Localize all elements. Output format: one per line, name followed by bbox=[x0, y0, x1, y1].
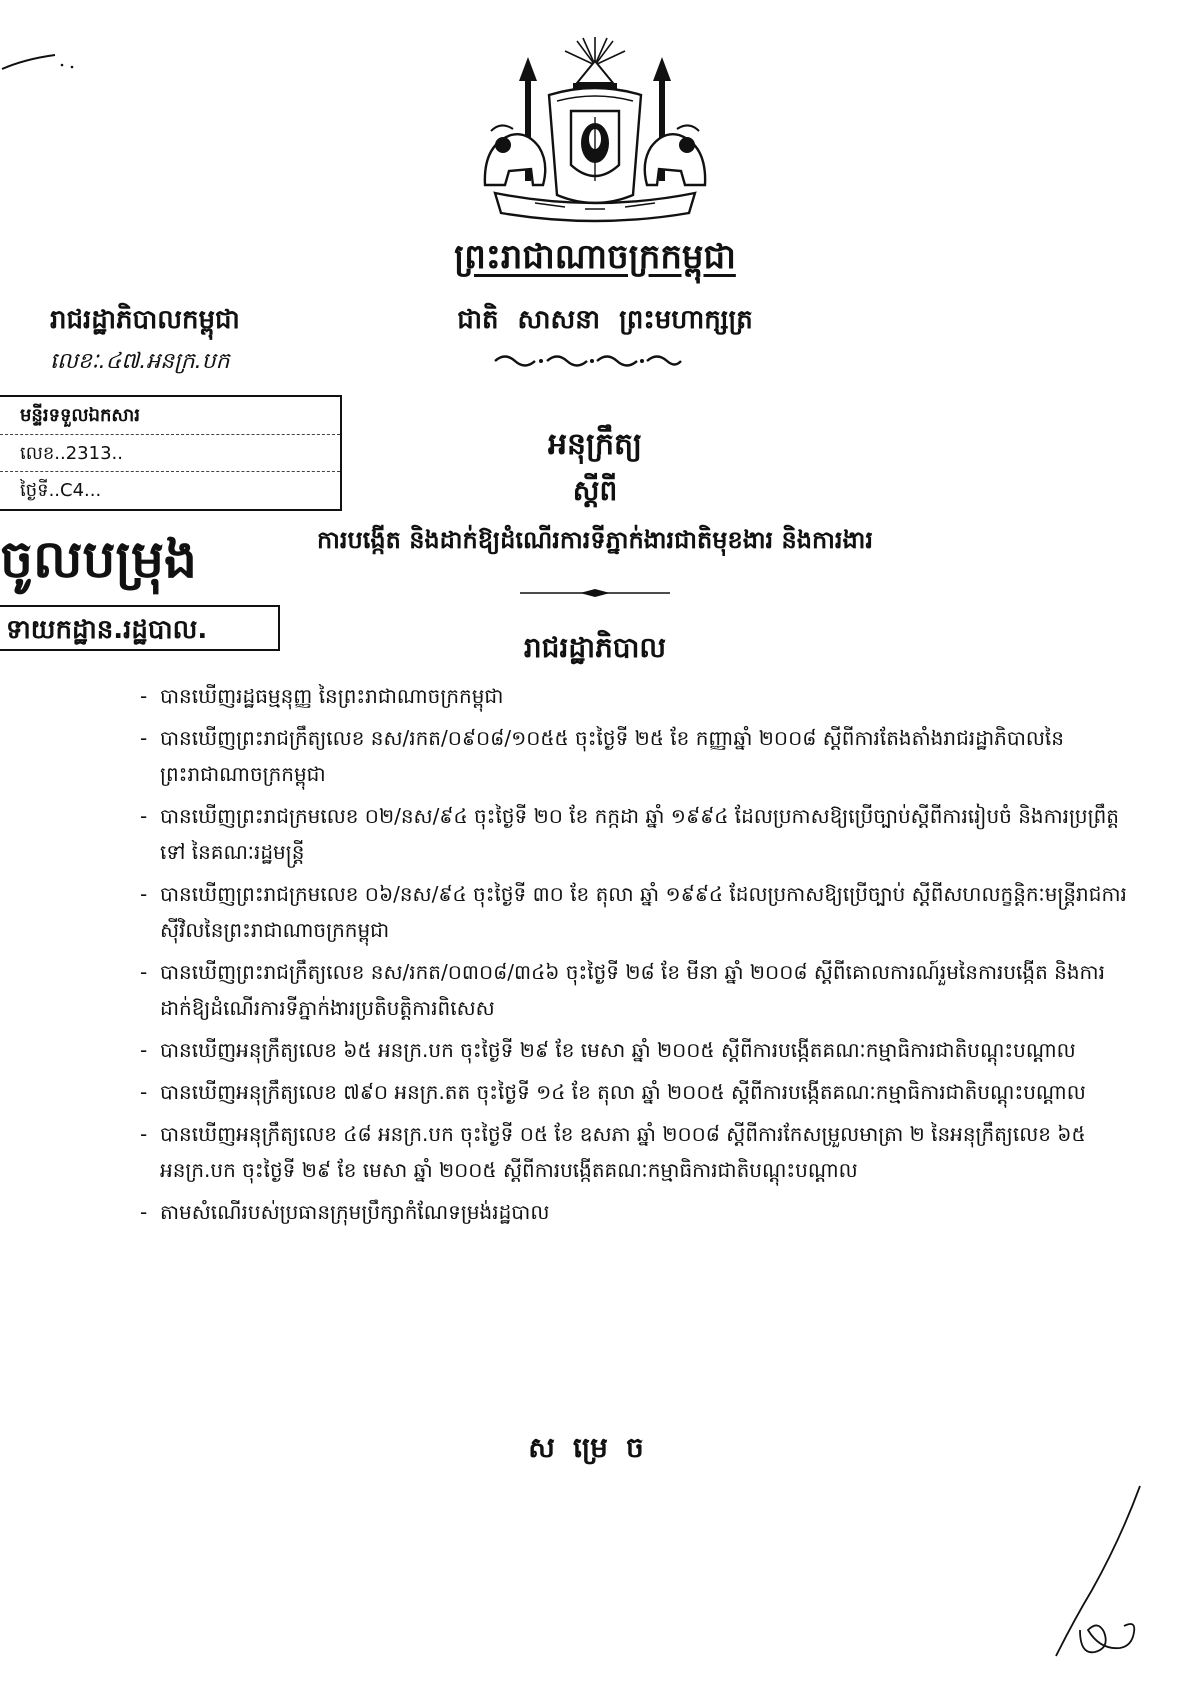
document-subject: ការបង្កើត និងដាក់ឱ្យដំណើរការទីភ្នាក់ងារជាតិមុខងារ និងការងារ bbox=[317, 526, 873, 554]
ornament-divider-icon bbox=[485, 352, 685, 370]
registration-stamp bbox=[0, 395, 342, 511]
section-divider bbox=[520, 588, 670, 598]
issuing-government: រាជរដ្ឋាភិបាលកម្ពុជា bbox=[50, 305, 240, 335]
stamp-number: លេខ..2313.. bbox=[0, 434, 340, 472]
preamble-item: - បានឃើញព្រះរាជក្រមលេខ ០៦/នស/៩៤ ចុះថ្ងៃទី ៣០ ខែ តុលា ឆ្នាំ ១៩៩៤ ដែលប្រកាសឱ្យប្រើច្បាប់ ស្តីពីសហលក្ខន្តិកៈមន្ត្រីរាជការស៊ីវិលនៃព្រះរាជាណាចក្រកម្ពុជា bbox=[140, 876, 1130, 948]
preamble-item: - បានឃើញអនុក្រឹត្យលេខ ៦៥ អនក្រ.បក ចុះថ្ងៃទី ២៩ ខែ មេសា ឆ្នាំ ២០០៥ ស្តីពីការបង្កើតគណៈកម្មាធិការជាតិបណ្តុះបណ្តាល bbox=[140, 1032, 1130, 1068]
preamble-item: - បានឃើញព្រះរាជក្រឹត្យលេខ នស/រកត/០៩០៨/១០៥៥ ចុះថ្ងៃទី ២៥ ខែ កញ្ញាឆ្នាំ ២០០៨ ស្តីពីការតែងតាំងរាជរដ្ឋាភិបាលនៃព្រះរាជាណាចក្រកម្ពុជា bbox=[140, 720, 1130, 792]
office-stamp: ទាយកដ្ឋាន.រដ្ឋបាល. bbox=[0, 605, 280, 651]
reference-number: លេខៈ.៤៧.អនក្រ.បក bbox=[50, 349, 230, 374]
preamble-list bbox=[140, 678, 1130, 1236]
preamble-item: - បានឃើញព្រះរាជក្រមលេខ ០២/នស/៩៤ ចុះថ្ងៃទី ២០ ខែ កក្កដា ឆ្នាំ ១៩៩៤ ដែលប្រកាសឱ្យប្រើច្បាប់ស្តីពីការរៀបចំ និងការប្រព្រឹត្តទៅ នៃគណៈរដ្ឋមន្ត្រី bbox=[140, 798, 1130, 870]
royal-coat-of-arms-icon bbox=[465, 35, 725, 225]
preamble-item: - បានឃើញព្រះរាជក្រឹត្យលេខ នស/រកត/០៣០៨/៣៤៦ ចុះថ្ងៃទី ២៨ ខែ មីនា ឆ្នាំ ២០០៨ ស្តីពីគោលការណ៍រួមនៃការបង្កើត និងការដាក់ឱ្យដំណើរការទីភ្នាក់ងារប្រតិបត្តិការពិសេស bbox=[140, 954, 1130, 1026]
decision-heading: សម្រេច bbox=[528, 1431, 662, 1464]
preamble-item: - តាមសំណើរបស់ប្រធានក្រុមប្រឹក្សាកំណែទម្រង់រដ្ឋបាល bbox=[140, 1194, 1130, 1230]
document-type: អនុក្រឹត្យ bbox=[547, 427, 643, 462]
issuing-authority: រាជរដ្ឋាភិបាល bbox=[523, 631, 667, 664]
preamble-item: - បានឃើញរដ្ឋធម្មនុញ្ញ នៃព្រះរាជាណាចក្រកម្ពុជា bbox=[140, 678, 1130, 714]
pen-mark-icon bbox=[0, 45, 90, 75]
inbox-stamp: ចូលបម្រុង bbox=[0, 530, 198, 590]
preamble-item: - បានឃើញអនុក្រឹត្យលេខ ៧៩០ អនក្រ.តត ចុះថ្ងៃទី ១៤ ខែ តុលា ឆ្នាំ ២០០៥ ស្តីពីការបង្កើតគណៈកម្មាធិការជាតិបណ្តុះបណ្តាល bbox=[140, 1074, 1130, 1110]
kingdom-title: ព្រះរាជាណាចក្រកម្ពុជា bbox=[454, 237, 736, 277]
stamp-date: ថ្ងៃទី..C4... bbox=[0, 471, 340, 509]
preamble-item: - បានឃើញអនុក្រឹត្យលេខ ៤៨ អនក្រ.បក ចុះថ្ងៃទី ០៥ ខែ ឧសភា ឆ្នាំ ២០០៨ ស្តីពីការកែសម្រួលមាត្រា ២ នៃអនុក្រឹត្យលេខ ៦៥ អនក្រ.បក ចុះថ្ងៃទី ២៩ ខែ មេសា ឆ្នាំ ២០០៥ ស្តីពីការបង្កើតគណៈកម្មាធិការជាតិបណ្តុះបណ្តាល bbox=[140, 1116, 1130, 1188]
stamp-title: មន្ទីរទទួលឯកសារ bbox=[20, 405, 140, 426]
subject-label: ស្តីពី bbox=[572, 474, 618, 507]
signature-mark-icon bbox=[1040, 1480, 1170, 1670]
national-motto: ជាតិ សាសនា ព្រះមហាក្សត្រ bbox=[457, 305, 753, 335]
